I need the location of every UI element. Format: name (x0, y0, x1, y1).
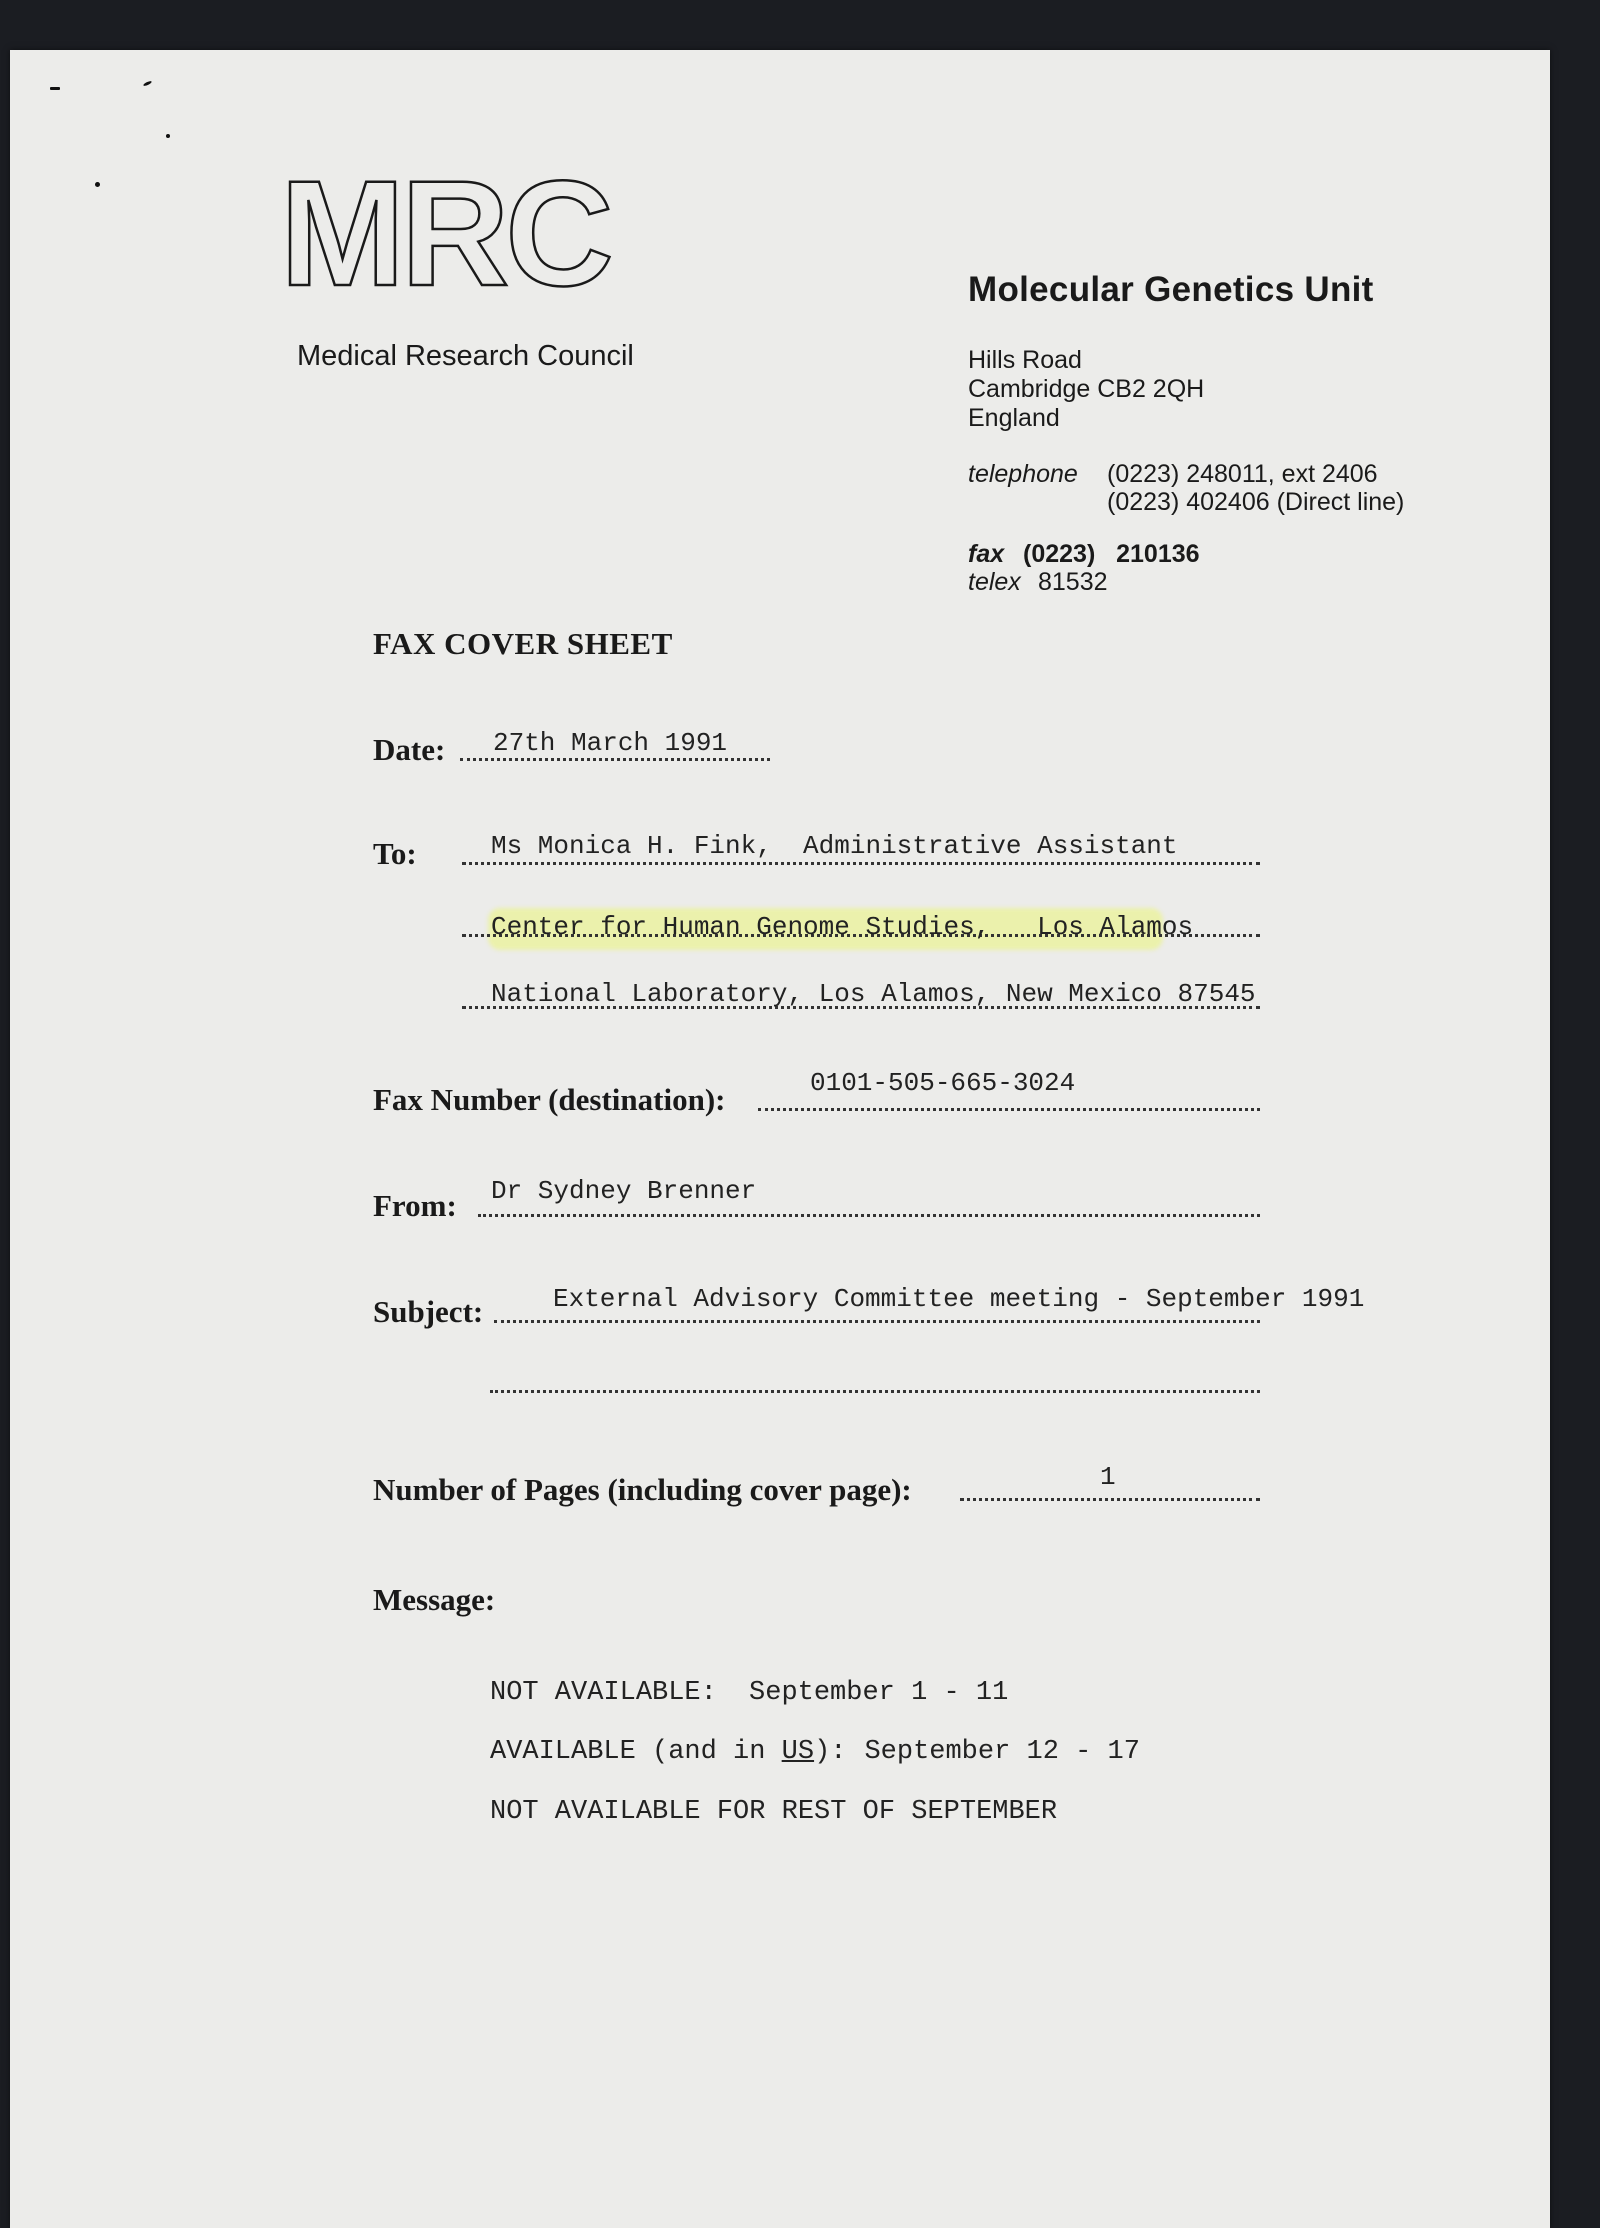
pages-value: 1 (1100, 1462, 1116, 1492)
speck-mark (50, 87, 60, 90)
organization-name: Medical Research Council (297, 340, 634, 372)
telex-number: 81532 (1038, 568, 1108, 596)
to-label: To: (373, 836, 417, 871)
speck-mark (95, 182, 100, 187)
fax-label: fax (968, 540, 1005, 568)
unit-title: Molecular Genetics Unit (968, 270, 1374, 309)
fax-number: (0223) 210136 (1023, 540, 1200, 568)
document-page (10, 50, 1550, 2228)
message-line-1 (490, 1678, 1008, 1708)
telephone-number: (0223) 248011, ext 2406 (1107, 460, 1378, 488)
address-line: Hills Road (968, 346, 1082, 374)
subject-value: External Advisory Committee meeting - September 1991 (553, 1284, 1365, 1314)
address-line: Cambridge CB2 2QH (968, 375, 1205, 403)
message-line-2 (490, 1737, 1140, 1767)
to-dotted-line (462, 862, 1260, 865)
to-line: Ms Monica H. Fink, Administrative Assistant (491, 831, 1178, 861)
speck-mark (143, 80, 152, 87)
date-label: Date: (373, 732, 446, 767)
mrc-logo (280, 150, 610, 320)
to-line: National Laboratory, Los Alamos, New Mexico 87545 (491, 979, 1256, 1009)
subject-label: Subject: (373, 1294, 484, 1329)
message-label: Message: (373, 1582, 496, 1617)
from-label: From: (373, 1188, 457, 1223)
message-line-1-value: September 1 - 11 (749, 1678, 1009, 1708)
mrc-logo-text: MRC (280, 149, 610, 317)
message-line-2-suffix: ): (814, 1737, 847, 1767)
message-line-3: NOT AVAILABLE FOR REST OF SEPTEMBER (490, 1797, 1058, 1827)
message-line-2-value: September 12 - 17 (864, 1737, 1140, 1767)
to-line: Center for Human Genome Studies, Los Alamos (491, 912, 1194, 942)
message-line-1-label: NOT AVAILABLE: (490, 1678, 717, 1708)
date-value: 27th March 1991 (493, 728, 728, 758)
telephone-number: (0223) 402406 (Direct line) (1107, 488, 1405, 516)
message-line-2-prefix: AVAILABLE (and in (490, 1737, 782, 1767)
pages-label: Number of Pages (including cover page): (373, 1472, 912, 1507)
fax-destination-dotted-line (758, 1108, 1260, 1111)
from-dotted-line (478, 1214, 1260, 1217)
speck-mark (166, 134, 170, 138)
form-title: FAX COVER SHEET (373, 626, 673, 661)
address-line: England (968, 404, 1060, 432)
telex-label: telex (968, 568, 1021, 596)
date-dotted-line (460, 758, 770, 761)
message-line-2-us: US (781, 1737, 815, 1767)
subject-dotted-line (494, 1320, 1260, 1323)
fax-destination-value: 0101-505-665-3024 (810, 1068, 1076, 1098)
from-value: Dr Sydney Brenner (491, 1176, 757, 1206)
fax-destination-label: Fax Number (destination): (373, 1082, 726, 1117)
pages-dotted-line (960, 1498, 1260, 1501)
telephone-label: telephone (968, 460, 1078, 488)
subject-dotted-line-2 (490, 1390, 1260, 1393)
